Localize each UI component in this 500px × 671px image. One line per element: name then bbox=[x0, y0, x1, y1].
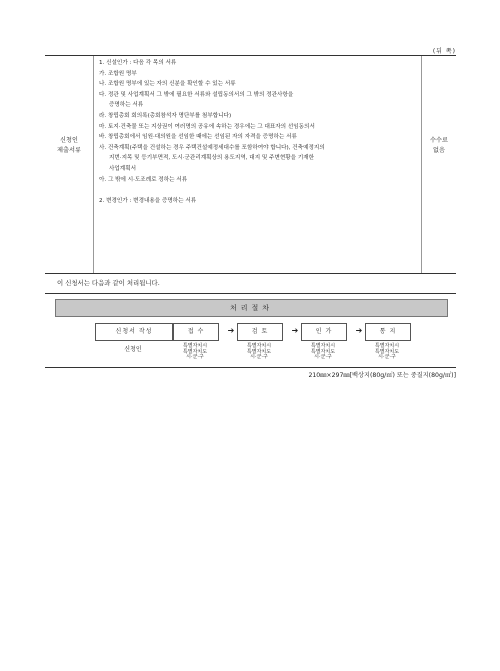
arrow-icon: ➔ bbox=[227, 326, 235, 335]
process-title: 처리절차 bbox=[55, 299, 448, 317]
document-line: 지번·지목 및 등기부면적, 도시·군관리계획상의 용도지역, 대지 및 주변현황을 기재한 bbox=[109, 155, 315, 162]
document-line: 1. 신설인가 : 다음 각 목의 서류 bbox=[99, 60, 177, 66]
divider bbox=[45, 367, 456, 368]
document-line bbox=[97, 185, 417, 196]
document-line: 사. 건축계획(주택을 건설하는 경우 주택건설예정세대수를 포함하여야 합니다), 건축예정지의 bbox=[99, 144, 325, 151]
sub-applicant: 신청인 bbox=[124, 346, 142, 353]
document-line: 다. 정관 및 사업계획서 그 밖에 필요한 서류와 설립동의서의 그 밖의 정관사항을 bbox=[99, 91, 294, 98]
arrow-icon: ➔ bbox=[355, 326, 363, 335]
page-side-label: (뒤 쪽) bbox=[432, 48, 456, 55]
sub-authority: 특별자치시 특별자치도 시·군·구 bbox=[374, 343, 400, 360]
applicant-documents-label: 신청인 제출서류 bbox=[57, 137, 81, 154]
step-notice: 통 지 bbox=[365, 323, 411, 341]
documents-table bbox=[45, 55, 456, 274]
step-approval: 인 가 bbox=[301, 323, 347, 341]
document-line: 라. 창립총회 회의록(총회참석자 명단부를 첨부합니다) bbox=[99, 112, 232, 119]
paper-spec: 210㎜×297㎜[백상지(80g/㎡) 또는 중질지(80g/㎡)] bbox=[308, 372, 456, 379]
arrow-icon: ➔ bbox=[291, 326, 299, 335]
step-receipt: 접 수 bbox=[173, 323, 219, 341]
document-line: 사업계획서 bbox=[109, 165, 137, 172]
divider bbox=[45, 293, 456, 294]
required-documents-list bbox=[97, 58, 417, 206]
sub-authority: 특별자치시 특별자치도 시·군·구 bbox=[310, 343, 336, 360]
document-line: 2. 변경인가 : 변경내용을 증명하는 서류 bbox=[99, 197, 197, 204]
sub-authority: 특별자치시 특별자치도 시·군·구 bbox=[246, 343, 272, 360]
document-line: 가. 조합원 명부 bbox=[99, 70, 137, 77]
document-line: 증명하는 서류 bbox=[109, 102, 144, 109]
step-application: 신청서 작성 bbox=[95, 323, 173, 341]
document-line: 아. 그 밖에 시·도조례로 정하는 서류 bbox=[99, 176, 188, 183]
document-line: 마. 토지·건축물 또는 지상권이 여러명의 공유에 속하는 경우에는 그 대표자의 선임동의서 bbox=[99, 123, 315, 130]
fee-cell bbox=[421, 56, 456, 273]
sub-authority: 특별자치시 특별자치도 시·군·구 bbox=[182, 343, 208, 360]
document-line: 바. 창립총회에서 임원·대의원을 선임한 때에는 선임된 자의 자격을 증명하는 서류 bbox=[99, 134, 297, 141]
document-line: 나. 조합원 명부에 있는 자의 신분을 확인할 수 있는 서류 bbox=[99, 81, 236, 88]
processing-note: 이 신청서는 다음과 같이 처리됩니다. bbox=[57, 279, 160, 287]
step-review: 검 토 bbox=[237, 323, 283, 341]
applicant-documents-cell bbox=[45, 56, 94, 273]
fee-label: 수수료 없음 bbox=[430, 137, 448, 154]
